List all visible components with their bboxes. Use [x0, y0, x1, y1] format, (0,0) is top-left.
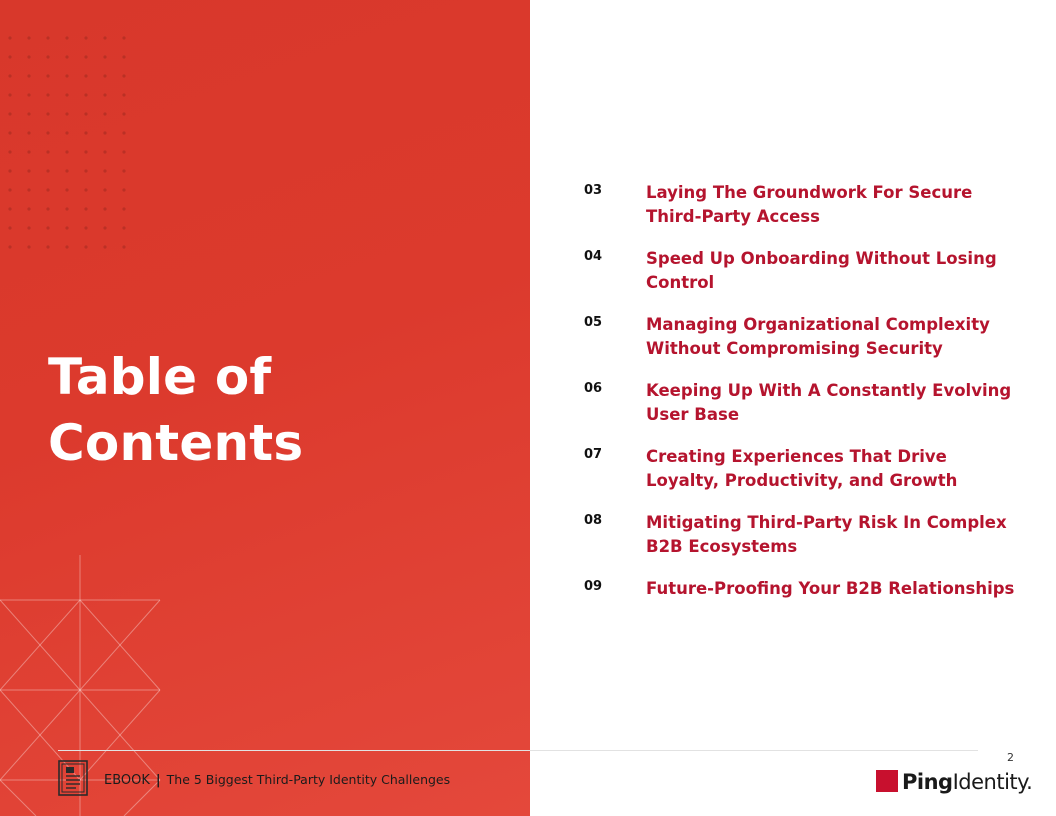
toc-page-number: 05 — [584, 315, 603, 330]
pattern-dot — [84, 112, 87, 115]
pattern-dot — [65, 169, 68, 172]
page-title — [48, 344, 303, 476]
pattern-dot — [8, 207, 11, 210]
dot-pattern — [0, 0, 150, 260]
pattern-dot — [84, 93, 87, 96]
pattern-dot — [122, 207, 125, 210]
logo-ping: Ping — [902, 770, 953, 794]
pattern-dot — [27, 112, 30, 115]
pattern-dot — [8, 36, 11, 39]
pattern-dot — [122, 188, 125, 191]
pattern-dot — [8, 112, 11, 115]
pattern-dot — [8, 131, 11, 134]
pattern-dot — [8, 150, 11, 153]
pattern-dot — [8, 169, 11, 172]
pattern-dot — [122, 93, 125, 96]
pattern-dot — [84, 36, 87, 39]
toc-item-04[interactable] — [584, 247, 1024, 313]
toc-item-05[interactable] — [584, 313, 1024, 379]
logo-mark — [876, 770, 898, 792]
pattern-dot — [103, 169, 106, 172]
toc-page-number: 09 — [584, 579, 603, 594]
pattern-dot — [103, 150, 106, 153]
pattern-dot — [65, 245, 68, 248]
pattern-dot — [103, 112, 106, 115]
pattern-dot — [84, 245, 87, 248]
ebook-subtitle: The 5 Biggest Third-Party Identity Challenges — [166, 772, 451, 787]
pattern-dot — [27, 207, 30, 210]
pattern-dot — [103, 74, 106, 77]
pattern-dot — [46, 150, 49, 153]
toc-entry-title[interactable]: Speed Up Onboarding Without Losing Control — [646, 249, 997, 292]
footer-separator: | — [155, 773, 161, 788]
document-icon — [58, 760, 88, 796]
pattern-dot — [65, 36, 68, 39]
pattern-dot — [65, 74, 68, 77]
pattern-dot — [84, 188, 87, 191]
pattern-dot — [65, 150, 68, 153]
toc-entry-title[interactable]: Laying The Groundwork For Secure Third-Party Access — [646, 183, 973, 226]
toc-item-09[interactable] — [584, 577, 1024, 643]
pattern-dot — [27, 131, 30, 134]
pattern-dot — [65, 93, 68, 96]
pattern-dot — [103, 245, 106, 248]
pattern-dot — [122, 55, 125, 58]
toc-item-06[interactable] — [584, 379, 1024, 445]
pattern-dot — [27, 188, 30, 191]
ebook-label: EBOOK — [104, 773, 150, 788]
pattern-dot — [65, 55, 68, 58]
pattern-dot — [8, 74, 11, 77]
pattern-dot — [8, 226, 11, 229]
pattern-dot — [122, 74, 125, 77]
pattern-dot — [46, 36, 49, 39]
pattern-dot — [46, 55, 49, 58]
logo-dot: . — [1026, 770, 1033, 794]
title-line-2: Contents — [48, 414, 304, 472]
toc-page-number: 08 — [584, 513, 603, 528]
toc-entry-title[interactable]: Managing Organizational Complexity Without Compromising Security — [646, 315, 990, 358]
pattern-dot — [84, 55, 87, 58]
toc-item-03[interactable] — [584, 181, 1024, 247]
pattern-dot — [84, 169, 87, 172]
pattern-dot — [84, 131, 87, 134]
toc-page-number: 04 — [584, 249, 603, 264]
pattern-dot — [103, 226, 106, 229]
pattern-dot — [84, 207, 87, 210]
pattern-dot — [122, 131, 125, 134]
pattern-dot — [46, 169, 49, 172]
pattern-dot — [8, 93, 11, 96]
footer-divider — [58, 750, 978, 751]
pattern-dot — [27, 74, 30, 77]
pattern-dot — [122, 226, 125, 229]
pattern-dot — [65, 207, 68, 210]
pattern-dot — [27, 169, 30, 172]
pattern-dot — [46, 207, 49, 210]
pattern-dot — [46, 93, 49, 96]
toc-page-number: 06 — [584, 381, 603, 396]
footer-text — [104, 772, 450, 788]
pattern-dot — [122, 245, 125, 248]
table-of-contents — [584, 181, 1024, 643]
pattern-dot — [65, 112, 68, 115]
pattern-dot — [122, 169, 125, 172]
pattern-dot — [8, 188, 11, 191]
pattern-dot — [46, 112, 49, 115]
pattern-dot — [27, 245, 30, 248]
pattern-dot — [103, 207, 106, 210]
pattern-dot — [103, 55, 106, 58]
pattern-dot — [27, 93, 30, 96]
pattern-dot — [8, 245, 11, 248]
pattern-dot — [46, 188, 49, 191]
pattern-dot — [65, 226, 68, 229]
logo-wordmark — [902, 768, 1032, 796]
pattern-dot — [27, 36, 30, 39]
toc-item-07[interactable] — [584, 445, 1024, 511]
pattern-dot — [46, 245, 49, 248]
pattern-dot — [84, 74, 87, 77]
toc-entry-title[interactable]: Keeping Up With A Constantly Evolving User Base — [646, 381, 1012, 424]
pattern-dot — [46, 226, 49, 229]
pattern-dot — [84, 226, 87, 229]
pattern-dot — [27, 226, 30, 229]
toc-page-number: 03 — [584, 183, 603, 198]
toc-item-08[interactable] — [584, 511, 1024, 577]
pattern-dot — [122, 112, 125, 115]
pattern-dot — [103, 36, 106, 39]
pattern-dot — [65, 131, 68, 134]
pattern-dot — [27, 55, 30, 58]
pattern-dot — [65, 188, 68, 191]
pattern-dot — [103, 188, 106, 191]
toc-entry-title[interactable]: Future-Proofing Your B2B Relationships — [646, 579, 1015, 598]
logo-identity: Identity — [952, 770, 1027, 794]
toc-entry-title[interactable]: Creating Experiences That Drive Loyalty, Productivity, and Growth — [646, 447, 958, 490]
pattern-dot — [84, 150, 87, 153]
pattern-dot — [46, 131, 49, 134]
page-number: 2 — [1007, 751, 1014, 764]
pattern-dot — [122, 150, 125, 153]
pattern-dot — [27, 150, 30, 153]
pattern-dot — [103, 93, 106, 96]
pattern-dot — [8, 55, 11, 58]
pattern-dot — [103, 131, 106, 134]
toc-entry-title[interactable]: Mitigating Third-Party Risk In Complex B2B Ecosystems — [646, 513, 1007, 556]
pattern-dot — [46, 74, 49, 77]
pattern-dot — [122, 36, 125, 39]
toc-page-number: 07 — [584, 447, 603, 462]
title-line-1: Table of — [48, 348, 272, 406]
